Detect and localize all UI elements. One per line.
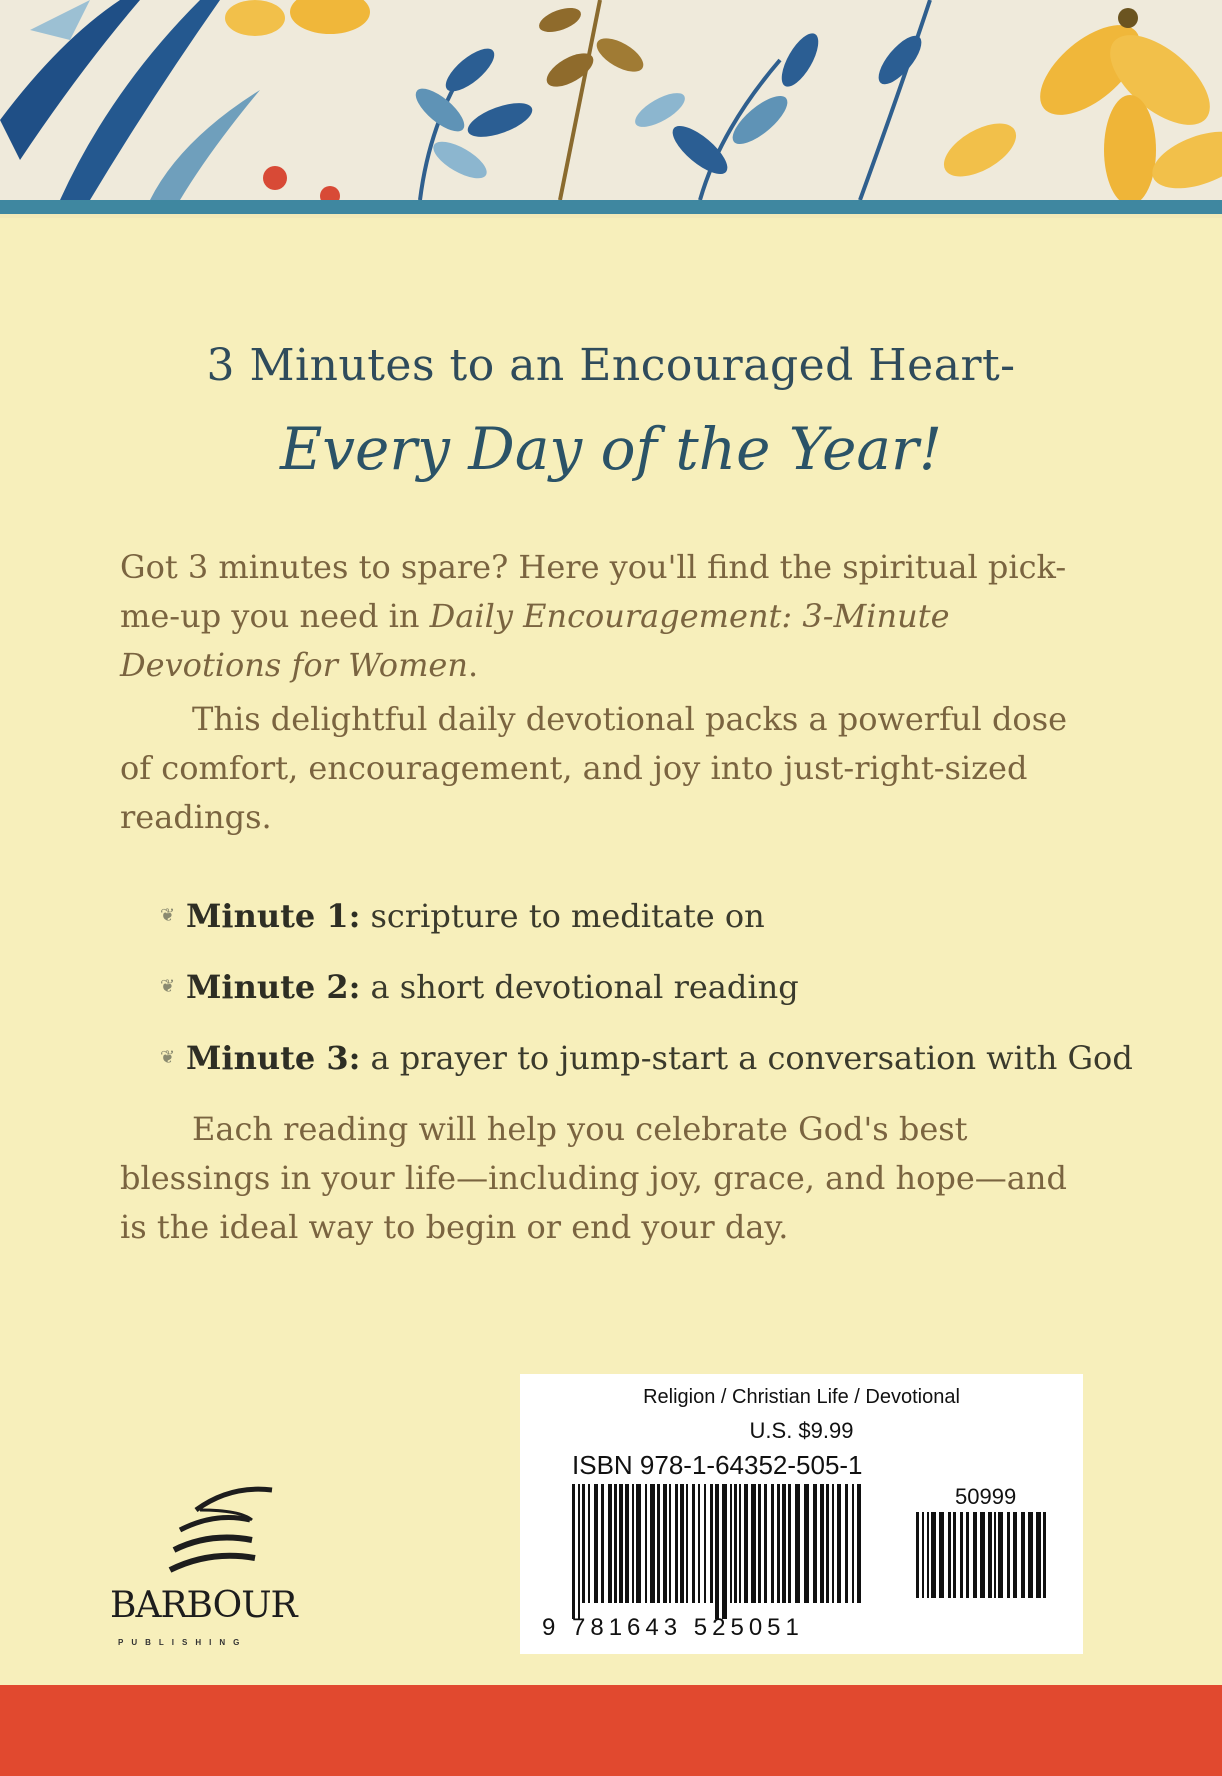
barcode-label	[520, 1374, 1083, 1654]
barcode-bar	[826, 1484, 829, 1603]
barcode-bar	[777, 1484, 780, 1603]
minute-label: Minute 3:	[186, 1038, 361, 1077]
publisher-subtitle: PUBLISHING	[118, 1638, 248, 1647]
barcode-bar	[601, 1484, 604, 1603]
barcode-bar	[1021, 1512, 1025, 1598]
isbn-barcode	[572, 1484, 872, 1619]
barcode-bar	[758, 1484, 761, 1603]
minute-text: scripture to meditate on	[370, 896, 765, 935]
barcode-bar	[645, 1484, 647, 1603]
sprig-bullet-icon: ❦	[160, 976, 176, 997]
price-barcode	[916, 1512, 1076, 1614]
barcode-bar	[845, 1484, 848, 1603]
barcode-bar	[998, 1512, 1003, 1598]
bottom-red-band	[0, 1685, 1222, 1776]
price-label: U.S. $9.99	[749, 1418, 854, 1443]
barcode-bar	[837, 1484, 841, 1603]
barcode-bar	[675, 1484, 678, 1603]
barcode-bar	[980, 1512, 985, 1598]
closing-paragraph: Each reading will help you celebrate God's best blessings in your life—including joy, grace, and hope—and is the ideal way to begin or end your day.	[120, 1110, 1067, 1246]
barcode-bar	[931, 1512, 936, 1598]
barcode-bar	[751, 1484, 756, 1603]
barcode-bar	[588, 1484, 590, 1603]
barcode-bar	[722, 1484, 727, 1619]
barcode-bar	[739, 1484, 741, 1603]
barcode-bar	[916, 1512, 919, 1598]
barcode-bar	[771, 1484, 774, 1603]
barcode-bar	[973, 1512, 977, 1598]
barcode-bar	[852, 1484, 854, 1603]
barcode-bar	[1013, 1512, 1017, 1598]
barcode-bar	[636, 1484, 641, 1603]
minutes-list	[160, 880, 1160, 1093]
barcode-bar	[704, 1484, 706, 1603]
barcode-digits: 9 781643 525051	[542, 1614, 804, 1641]
barcode-bar	[710, 1484, 713, 1603]
barcode-bar	[734, 1484, 737, 1603]
sprig-bullet-icon: ❦	[160, 1047, 176, 1068]
barcode-bar	[698, 1484, 700, 1603]
barcode-bar	[625, 1484, 629, 1603]
floral-illustration	[0, 0, 1222, 200]
list-item	[160, 951, 1160, 1022]
publisher-logo	[110, 1480, 330, 1650]
cream-divider-line	[0, 214, 1222, 218]
teal-divider-band	[0, 200, 1222, 214]
publisher-name: BARBOUR	[110, 1585, 297, 1626]
price-code: 50999	[955, 1484, 1017, 1509]
barcode-bar	[715, 1484, 719, 1619]
barcode-bar	[988, 1512, 992, 1598]
isbn-label: ISBN 978-1-64352-505-1	[572, 1450, 863, 1480]
barcode-bar	[578, 1484, 580, 1619]
barcode-bar	[572, 1484, 575, 1619]
barcode-bar	[832, 1484, 834, 1603]
sprig-bullet-icon: ❦	[160, 905, 176, 926]
barcode-bar	[960, 1512, 963, 1598]
intro-end: .	[467, 646, 479, 684]
barcode-bar	[680, 1484, 684, 1603]
category-label: Religion / Christian Life / Devotional	[643, 1386, 960, 1408]
barcode-bar	[953, 1512, 956, 1598]
barcode-bar	[939, 1512, 944, 1598]
barcode-bar	[764, 1484, 767, 1603]
minute-text: a short devotional reading	[370, 967, 799, 1006]
list-item	[160, 1022, 1160, 1093]
barcode-bar	[966, 1512, 969, 1598]
intro-text: Got 3 minutes to spare? Here you'll find the spiritual pick-me-up you need in	[120, 548, 1067, 635]
barcode-bar	[730, 1484, 732, 1603]
barcode-bar	[804, 1484, 809, 1603]
list-item	[160, 880, 1160, 951]
barcode-bar	[686, 1484, 688, 1603]
barcode-bar	[820, 1484, 824, 1603]
script-subheadline: Every Day of the Year!	[279, 415, 943, 483]
barcode-bar	[594, 1484, 598, 1603]
barcode-bar	[1036, 1512, 1041, 1598]
barcode-bar	[1007, 1512, 1010, 1598]
barcode-bar	[650, 1484, 655, 1603]
barcode-bar	[692, 1484, 695, 1603]
barcode-bar	[663, 1484, 667, 1603]
barcode-bar	[619, 1484, 623, 1603]
description-paragraph: This delightful daily devotional packs a powerful dose of comfort, encouragement, and joy into just-right-sized readings.	[120, 700, 1068, 836]
barcode-bar	[632, 1484, 634, 1603]
barcode-bar	[744, 1484, 748, 1603]
barcode-bar	[608, 1484, 612, 1603]
barcode-bar	[927, 1512, 929, 1598]
barcode-bar	[795, 1484, 800, 1603]
minute-label: Minute 1:	[186, 896, 361, 935]
book-title: Daily Encouragement: 3-Minute Devotions for Women	[120, 597, 950, 684]
minute-text: a prayer to jump-start a conversation with God	[370, 1038, 1133, 1077]
barcode-bar	[813, 1484, 817, 1603]
barcode-bar	[1043, 1512, 1046, 1598]
barcode-bar	[657, 1484, 660, 1603]
barcode-bar	[922, 1512, 924, 1598]
barcode-bar	[1028, 1512, 1033, 1598]
barcode-bar	[788, 1484, 791, 1603]
intro-paragraph	[120, 543, 1100, 690]
headline: 3 Minutes to an Encouraged Heart-	[206, 340, 1016, 391]
barcode-bar	[948, 1512, 951, 1598]
barcode-bar	[614, 1484, 617, 1603]
floral-banner	[0, 0, 1222, 200]
open-book-icon	[160, 1480, 280, 1580]
barcode-bar	[782, 1484, 786, 1603]
barcode-bar	[669, 1484, 671, 1603]
barcode-bar	[994, 1512, 996, 1598]
barcode-bar	[857, 1484, 861, 1603]
barcode-bar	[582, 1484, 585, 1603]
minute-label: Minute 2:	[186, 967, 361, 1006]
